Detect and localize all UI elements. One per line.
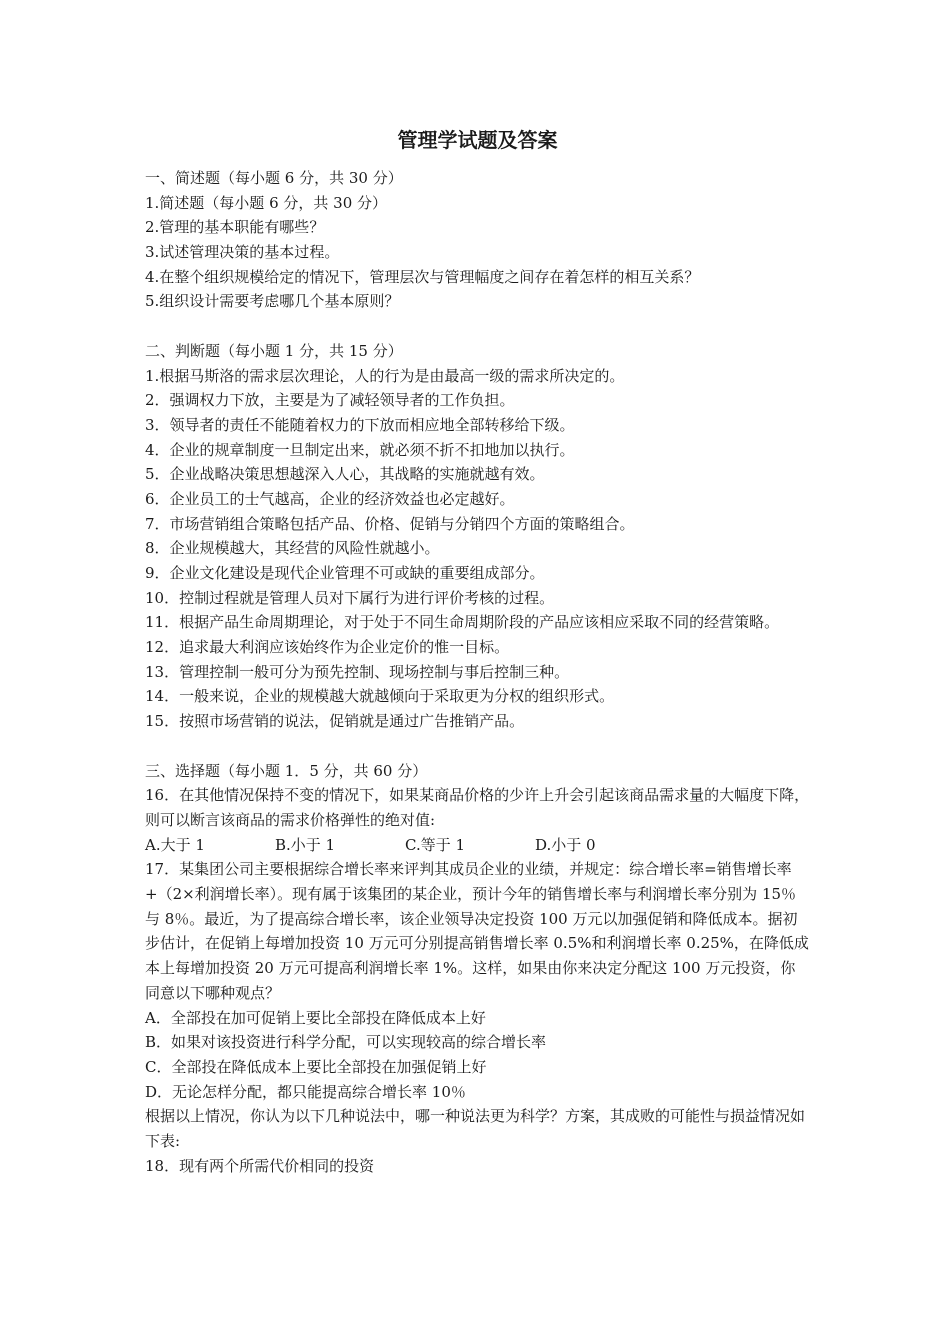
option-a: A.大于 1 [145,835,205,854]
section1-item: 1.简述题（每小题 6 分，共 30 分） [145,193,388,212]
section2-item: 7．市场营销组合策略包括产品、价格、促销与分销四个方面的策略组合。 [145,514,635,533]
section1-item: 5.组织设计需要考虑哪几个基本原则？ [145,292,400,311]
section3-heading: 三、选择题（每小题 1．5 分，共 60 分） [145,761,428,780]
question-17-option-d: D．无论怎样分配，都只能提高综合增长率 10％ [145,1082,466,1101]
section2-item: 11．根据产品生命周期理论，对于处于不同生命周期阶段的产品应该相应采取不同的经营策略。 [145,613,780,632]
section2-item: 1.根据马斯洛的需求层次理论，人的行为是由最高一级的需求所决定的。 [145,366,625,385]
section1-item: 3.试述管理决策的基本过程。 [145,243,340,262]
section2-item: 12．追求最大利润应该始终作为企业定价的惟一目标。 [145,638,510,657]
section1-heading: 一、简述题（每小题 6 分，共 30 分） [145,169,403,187]
section2-item: 10．控制过程就是管理人员对下属行为进行评价考核的过程。 [145,588,555,607]
spacer [145,314,810,339]
section2-item: 5．企业战略决策思想越深入人心，其战略的实施就越有效。 [145,465,545,484]
option-b: B.小于 1 [275,835,336,854]
document-title: 管理学试题及答案 [397,128,558,152]
question-17-option-b: B．如果对该投资进行科学分配，可以实现较高的综合增长率 [145,1033,547,1052]
section2-item: 14．一般来说，企业的规模越大就越倾向于采取更为分权的组织形式。 [145,687,615,706]
section2-item: 8．企业规模越大，其经营的风险性就越小。 [145,539,440,558]
spacer [145,734,810,759]
section1-item: 4.在整个组织规模给定的情况下，管理层次与管理幅度之间存在着怎样的相互关系？ [145,267,700,286]
question-17-option-c: C．全部投在降低成本上要比全部投在加强促销上好 [145,1057,487,1076]
option-d: D.小于 0 [535,835,596,854]
question-17-option-a: A．全部投在加可促销上要比全部投在降低成本上好 [145,1008,486,1027]
section3-note: 根据以上情况，你认为以下几种说法中，哪一种说法更为科学？方案，其成败的可能性与损益情况如下表: [145,1107,806,1150]
question-18-stem: 18．现有两个所需代价相同的投资 [145,1156,375,1175]
question-16-options [145,833,810,858]
option-c: C.等于 1 [405,835,466,854]
section2-item: 2．强调权力下放，主要是为了减轻领导者的工作负担。 [145,391,515,410]
section2-item: 9．企业文化建设是现代企业管理不可或缺的重要组成部分。 [145,564,545,582]
question-16-stem: 16．在其他情况保持不变的情况下，如果某商品价格的少许上升会引起该商品需求量的大幅度下降，则可以断言该商品的需求价格弹性的绝对值: [145,786,810,829]
section2-item: 3．领导者的责任不能随着权力的下放而相应地全部转移给下级。 [145,415,575,434]
section2-item: 6．企业员工的士气越高，企业的经济效益也必定越好。 [145,489,515,508]
section1-item: 2.管理的基本职能有哪些？ [145,218,325,237]
section2-item: 4．企业的规章制度一旦制定出来，就必须不折不扣地加以执行。 [145,440,575,459]
question-17-stem: 17．某集团公司主要根据综合增长率来评判其成员企业的业绩，并规定：综合增长率=销售增长率+（2×利润增长率）。现有属于该集团的某企业，预计今年的销售增长率与利润增长率分别为 15％与 8％。最近，为了提高综合增长率，该企业领导决定投资 100 万元以加强促销和降低成本。据初步估计，在促销上每增加投资 10 万元可分别提高销售增长率 0.5%和利润增长率 0.25%，在降低成本上每增加投资 20 万元可提高利润增长率 1%。这样，如果由你来决定分配这 100 万元投资，你同意以下哪种观点？ [145,860,809,1002]
section2-heading: 二、判断题（每小题 1 分，共 15 分） [145,341,403,360]
section2-item: 15．按照市场营销的说法，促销就是通过广告推销产品。 [145,712,525,731]
document-body [145,166,810,1178]
section2-item: 13．管理控制一般可分为预先控制、现场控制与事后控制三种。 [145,662,570,681]
